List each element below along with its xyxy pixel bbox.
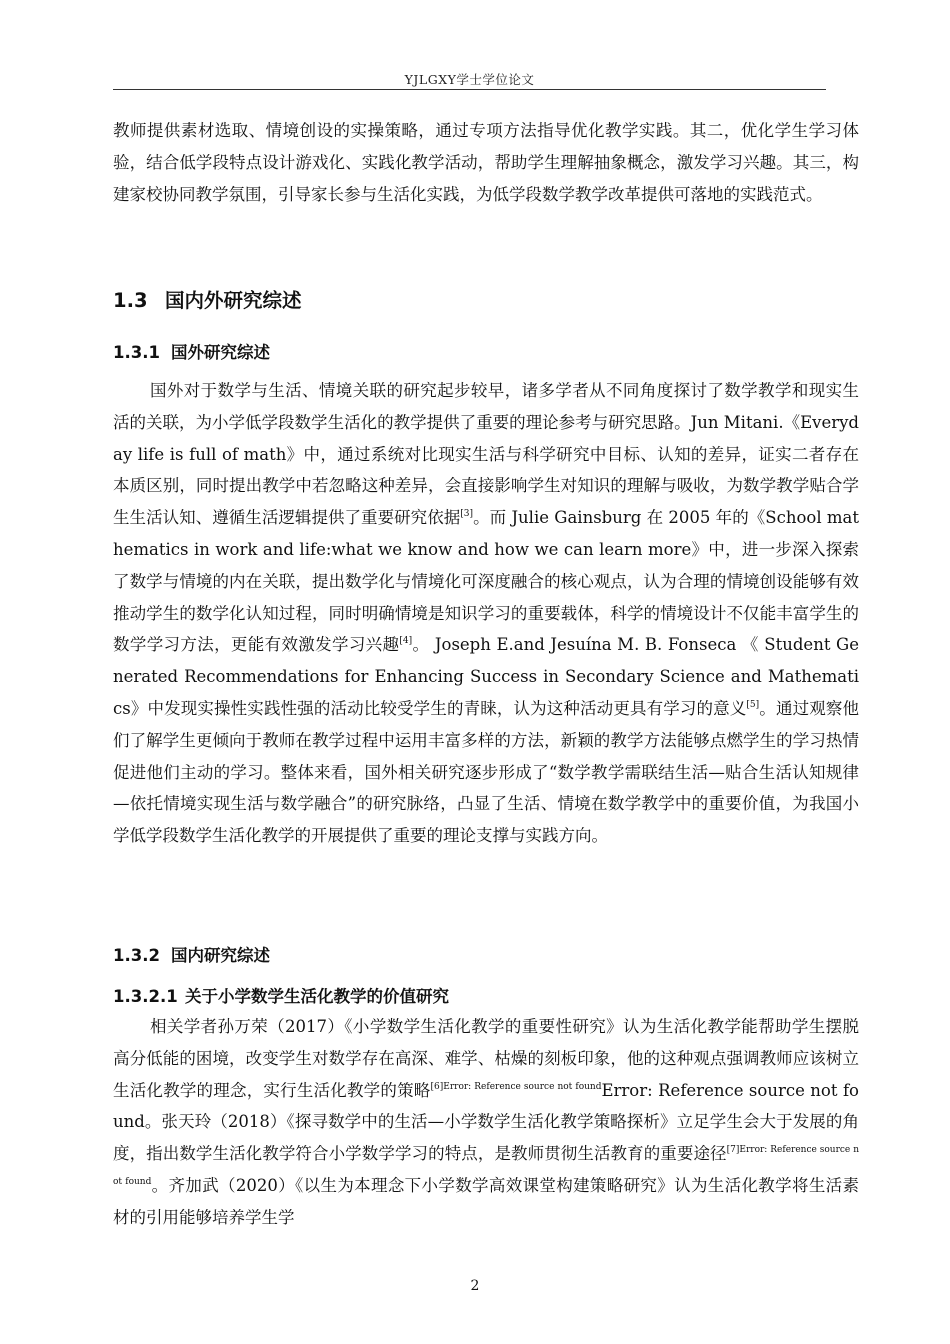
domestic-value-block [113, 1011, 859, 1234]
paragraph-text: 。而 Julie Gainsburg 在 2005 年的《School mathematics in work and life:what we know and how we can learn more》中，进一步深入探索了数学与情境的内在关联，提出数学化与情境化可深度融合的核心观点，认为合理的情境创设能够有效推动学生的数学化认知过程，同时明确情境是知识学习的重要载体，科学的情境设计不仅能丰富学生的数学学习方法，更能有效激发学习兴趣 [113, 508, 860, 655]
section-title: 国外研究综述 [171, 343, 270, 362]
paragraph-text: 。通过观察他们了解学生更倾向于教师在教学过程中运用丰富多样的方法，新颖的教学方法能够点燃学生的学习热情促进他们主动的学习。整体来看，国外相关研究逐步形成了“数学教学需联结生活—贴合生活认知规律—依托情境实现生活与数学融合”的研究脉络，凸显了生活、情境在数学教学中的重要价值，为我国小学低学段数学生活化教学的开展提供了重要的理论支撑与实践方向。 [113, 698, 859, 846]
page-number: 2 [470, 1278, 480, 1294]
section-heading-1-3 [113, 285, 302, 313]
section-title: 关于小学数学生活化教学的价值研究 [185, 987, 449, 1006]
domestic-value-paragraph [113, 1011, 859, 1234]
section-number: 1.3 [113, 289, 148, 312]
citation-ref: [6]Error: Reference source not found [430, 1081, 602, 1092]
paragraph-text: 。 Joseph E.and Jesuína M. B. Fonseca 《 Student Generated Recommendations for Enhancing Success in Secondary Science and Mathematics》中发现实操性实践性强的活动比较受学生的青睐，认为这种活动更具有学习的意义 [113, 635, 859, 718]
intro-block [113, 115, 859, 210]
citation-ref: [5] [746, 699, 760, 710]
citation-ref: [4] [399, 636, 413, 647]
section-number: 1.3.2.1 [113, 987, 178, 1006]
citation-ref: [7]Error: Reference source not found [113, 1145, 860, 1187]
section-title: 国内外研究综述 [165, 289, 302, 312]
paragraph-text: 国外对于数学与生活、情境关联的研究起步较早，诸多学者从不同角度探讨了数学教学和现实生活的关联，为小学低学段数学生活化的教学提供了重要的理论参考与研究思路。Jun Mitani.《Everyday life is full of math》中，通过系统对比现实生活与科学研究中目标、认知的差异，证实二者存在本质区别，同时提出教学中若忽略这种差异，会直接影响学生对知识的理解与吸收，为数学教学贴合学生生活认知、遵循生活逻辑提供了重要研究依据 [113, 381, 859, 528]
citation-ref: [3] [460, 509, 474, 520]
running-header: YJLGXY学士学位论文 [404, 72, 535, 87]
section-title: 国内研究综述 [171, 946, 270, 965]
section-heading-1-3-1 [113, 339, 270, 363]
foreign-review-paragraph [113, 375, 859, 852]
header-divider [113, 89, 826, 90]
section-number: 1.3.1 [113, 343, 160, 362]
paragraph-text: 相关学者孙万荣（2017）《小学数学生活化教学的重要性研究》认为生活化教学能帮助学生摆脱高分低能的困境，改变学生对数学存在高深、难学、枯燥的刻板印象，他的这种观点强调教师应该树立生活化教学的理念，实行生活化教学的策略 [113, 1017, 859, 1100]
paragraph-text: Error: Reference source not found。张天玲（2018）《探寻数学中的生活—小学数学生活化教学策略探析》立足学生会大于发展的角度，指出数学生活化教学符合小学数学学习的特点，是教师贯彻生活教育的重要途径 [113, 1080, 859, 1164]
foreign-review-block [113, 375, 859, 852]
section-number: 1.3.2 [113, 946, 160, 965]
intro-paragraph: 教师提供素材选取、情境创设的实操策略，通过专项方法指导优化教学实践。其二，优化学生学习体验，结合低学段特点设计游戏化、实践化教学活动，帮助学生理解抽象概念，激发学习兴趣。其三，构建家校协同教学氛围，引导家长参与生活化实践，为低学段数学教学改革提供可落地的实践范式。 [113, 121, 859, 204]
section-heading-1-3-2-1 [113, 983, 449, 1007]
paragraph-text: 。齐加武（2020）《以生为本理念下小学数学高效课堂构建策略研究》认为生活化教学将生活素材的引用能够培养学生学 [113, 1175, 859, 1227]
section-heading-1-3-2 [113, 942, 270, 966]
